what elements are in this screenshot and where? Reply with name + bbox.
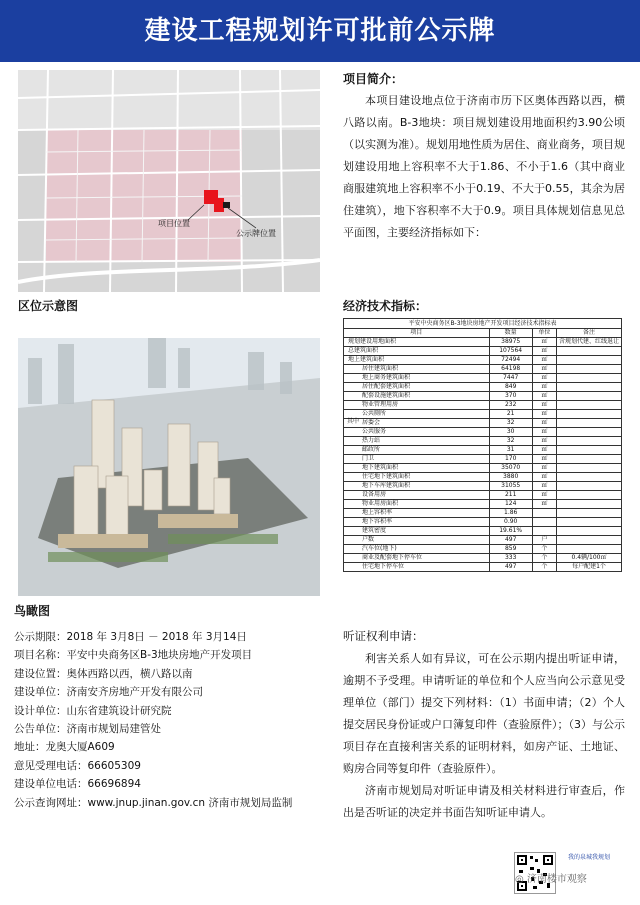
econ-cell-unit bbox=[532, 509, 556, 518]
econ-cell-note bbox=[556, 482, 621, 491]
econ-table-row bbox=[344, 401, 622, 410]
notice-board-location-label: 公示牌位置 bbox=[236, 229, 276, 238]
econ-table bbox=[343, 328, 622, 572]
econ-cell-note bbox=[556, 365, 621, 374]
wechat-icon: ◎ bbox=[515, 874, 527, 885]
econ-cell-note bbox=[556, 500, 621, 509]
econ-table-row bbox=[344, 464, 622, 473]
econ-cell-unit: ㎡ bbox=[532, 383, 556, 392]
econ-cell-value: 107564 bbox=[489, 347, 532, 356]
location-map-caption: 区位示意图 bbox=[18, 299, 79, 313]
econ-col-unit: 单位 bbox=[532, 329, 556, 338]
econ-cell-item: 地下容积率 bbox=[344, 518, 490, 527]
project-name-value: 平安中央商务区B-3地块房地产开发项目 bbox=[66, 649, 253, 662]
econ-cell-unit: 个 bbox=[532, 554, 556, 563]
econ-table-row bbox=[344, 374, 622, 383]
econ-cell-note bbox=[556, 518, 621, 527]
econ-cell-note bbox=[556, 437, 621, 446]
feedback-phone-value[interactable]: 66605309 bbox=[87, 759, 141, 772]
econ-table-row bbox=[344, 500, 622, 509]
hearing-paragraph-2: 济南市规划局对听证申请及相关材料进行审查后，作出是否听证的决定并书面告知听证申请人。 bbox=[343, 784, 625, 819]
project-name-label: 项目名称： bbox=[14, 649, 67, 662]
builder-phone-label: 建设单位电话： bbox=[14, 778, 88, 791]
econ-col-item: 项目 bbox=[344, 329, 490, 338]
econ-cell-item: 邮政所 bbox=[344, 446, 490, 455]
econ-cell-note bbox=[556, 473, 621, 482]
econ-cell-item: 居住建筑面积 bbox=[344, 365, 490, 374]
builder-label: 建设单位： bbox=[14, 686, 67, 699]
econ-table-row bbox=[344, 410, 622, 419]
econ-table-row bbox=[344, 365, 622, 374]
address-value: 龙奥大厦A609 bbox=[45, 741, 115, 754]
econ-table-row bbox=[344, 536, 622, 545]
econ-cell-unit: 个 bbox=[532, 563, 556, 572]
econ-cell-value: 64198 bbox=[489, 365, 532, 374]
econ-table-header bbox=[344, 329, 622, 338]
econ-cell-unit: ㎡ bbox=[532, 401, 556, 410]
econ-table-row bbox=[344, 473, 622, 482]
econ-cell-item: 设备用房 bbox=[344, 491, 490, 500]
econ-cell-item: 户数 bbox=[344, 536, 490, 545]
econ-cell-item: 物业管理用房 bbox=[344, 401, 490, 410]
econ-cell-value: 232 bbox=[489, 401, 532, 410]
econ-cell-note bbox=[556, 428, 621, 437]
econ-cell-note bbox=[556, 509, 621, 518]
econ-cell-value: 370 bbox=[489, 392, 532, 401]
intro-heading: 项目简介： bbox=[343, 72, 404, 86]
econ-cell-unit: ㎡ bbox=[532, 347, 556, 356]
econ-col-value: 数量 bbox=[489, 329, 532, 338]
econ-cell-unit: ㎡ bbox=[532, 419, 556, 428]
econ-cell-note bbox=[556, 356, 621, 365]
econ-cell-unit: ㎡ bbox=[532, 428, 556, 437]
location-map bbox=[18, 70, 320, 292]
econ-cell-unit: ㎡ bbox=[532, 365, 556, 374]
page-title: 建设工程规划许可批前公示牌 bbox=[0, 0, 640, 62]
wechat-account-name: 济南楼市观察 bbox=[526, 874, 587, 885]
econ-table-row bbox=[344, 437, 622, 446]
econ-table-row bbox=[344, 527, 622, 536]
econ-cell-note bbox=[556, 383, 621, 392]
econ-cell-note: 每户配建1个 bbox=[556, 563, 621, 572]
econ-cell-unit bbox=[532, 518, 556, 527]
econ-cell-value: 3880 bbox=[489, 473, 532, 482]
econ-cell-note bbox=[556, 455, 621, 464]
builder-value: 济南安齐房地产开发有限公司 bbox=[66, 686, 203, 699]
econ-cell-item: 门卫 bbox=[344, 455, 490, 464]
designer-value: 山东省建筑设计研究院 bbox=[66, 704, 172, 717]
econ-cell-note bbox=[556, 527, 621, 536]
econ-cell-item: 住宅地下停车位 bbox=[344, 563, 490, 572]
econ-cell-value: 497 bbox=[489, 536, 532, 545]
location-map-drawing bbox=[18, 70, 320, 292]
econ-cell-value: 30 bbox=[489, 428, 532, 437]
econ-cell-unit: 个 bbox=[532, 545, 556, 554]
econ-cell-note bbox=[556, 347, 621, 356]
econ-cell-unit: ㎡ bbox=[532, 473, 556, 482]
econ-cell-unit: ㎡ bbox=[532, 356, 556, 365]
econ-cell-item: 公共厕所 bbox=[344, 410, 490, 419]
econ-cell-note bbox=[556, 410, 621, 419]
econ-cell-item: 规划建设用地面积 bbox=[344, 338, 490, 347]
econ-cell-unit: ㎡ bbox=[532, 455, 556, 464]
econ-cell-note bbox=[556, 464, 621, 473]
econ-table-row bbox=[344, 446, 622, 455]
period-label: 公示期限： bbox=[14, 631, 67, 643]
address-label: 地址： bbox=[14, 741, 46, 754]
econ-table-row bbox=[344, 419, 622, 428]
econ-table-row bbox=[344, 356, 622, 365]
qr-caption: 我的泉城我规划 bbox=[568, 854, 611, 861]
econ-cell-unit: ㎡ bbox=[532, 410, 556, 419]
econ-cell-unit: ㎡ bbox=[532, 464, 556, 473]
econ-cell-value: 32 bbox=[489, 437, 532, 446]
econ-cell-value: 859 bbox=[489, 545, 532, 554]
econ-cell-value: 31055 bbox=[489, 482, 532, 491]
econ-cell-note bbox=[556, 401, 621, 410]
econ-cell-value: 7447 bbox=[489, 374, 532, 383]
econ-cell-value: 497 bbox=[489, 563, 532, 572]
econ-cell-value: 35070 bbox=[489, 464, 532, 473]
website-label: 公示查询网址： bbox=[14, 796, 88, 809]
econ-cell-item: 地上商务建筑面积 bbox=[344, 374, 490, 383]
econ-cell-item: 居住配套建筑面积 bbox=[344, 383, 490, 392]
econ-cell-note: 含规划代建、红线退让 bbox=[556, 338, 621, 347]
econ-cell-value: 38975 bbox=[489, 338, 532, 347]
econ-cell-item: 建筑密度 bbox=[344, 527, 490, 536]
builder-phone-value[interactable]: 66696894 bbox=[87, 778, 141, 791]
econ-table-row bbox=[344, 392, 622, 401]
econ-cell-item: 总建筑面积 bbox=[344, 347, 490, 356]
econ-cell-value: 170 bbox=[489, 455, 532, 464]
econ-table-row bbox=[344, 491, 622, 500]
project-info bbox=[14, 628, 344, 812]
econ-cell-value: 124 bbox=[489, 500, 532, 509]
econ-cell-value: 72494 bbox=[489, 356, 532, 365]
econ-cell-note bbox=[556, 536, 621, 545]
econ-cell-note bbox=[556, 446, 621, 455]
econ-cell-value: 19.61% bbox=[489, 527, 532, 536]
econ-cell-item: 地下建筑面积 bbox=[344, 464, 490, 473]
econ-table-row bbox=[344, 554, 622, 563]
econ-cell-item: 居委会 bbox=[344, 419, 490, 428]
econ-cell-unit: ㎡ bbox=[532, 437, 556, 446]
project-location-label: 项目位置 bbox=[158, 219, 190, 228]
econ-table-row bbox=[344, 338, 622, 347]
econ-cell-item: 商业及配套地下停车位 bbox=[344, 554, 490, 563]
econ-table-row bbox=[344, 428, 622, 437]
econ-table-row bbox=[344, 545, 622, 554]
announcer-value: 济南市规划局建管处 bbox=[66, 723, 161, 736]
econ-cell-value: 211 bbox=[489, 491, 532, 500]
econ-cell-note bbox=[556, 545, 621, 554]
econ-cell-value: 31 bbox=[489, 446, 532, 455]
econ-cell-note bbox=[556, 374, 621, 383]
econ-cell-unit: ㎡ bbox=[532, 338, 556, 347]
econ-cell-value: 333 bbox=[489, 554, 532, 563]
location-value: 奥体西路以西，横八路以南 bbox=[66, 667, 193, 680]
aerial-view-caption: 鸟瞰图 bbox=[14, 604, 51, 618]
econ-cell-unit: ㎡ bbox=[532, 491, 556, 500]
econ-cell-value: 21 bbox=[489, 410, 532, 419]
econ-cell-item: 汽车位(地下) bbox=[344, 545, 490, 554]
econ-table-row bbox=[344, 455, 622, 464]
econ-cell-unit: ㎡ bbox=[532, 446, 556, 455]
econ-cell-value: 1.86 bbox=[489, 509, 532, 518]
aerial-view bbox=[18, 338, 320, 596]
econ-cell-value: 32 bbox=[489, 419, 532, 428]
econ-cell-unit: 户 bbox=[532, 536, 556, 545]
econ-group-label-above: 其中 bbox=[347, 418, 360, 425]
website-value[interactable]: www.jnup.jinan.gov.cn 济南市规划局监制 bbox=[87, 796, 293, 809]
aerial-view-drawing bbox=[18, 338, 320, 596]
econ-heading: 经济技术指标： bbox=[343, 299, 428, 313]
econ-cell-note: 0.4辆/100㎡ bbox=[556, 554, 621, 563]
location-label: 建设位置： bbox=[14, 667, 67, 680]
econ-cell-unit bbox=[532, 527, 556, 536]
econ-cell-value: 849 bbox=[489, 383, 532, 392]
econ-table-row bbox=[344, 383, 622, 392]
notice-board-marker bbox=[223, 202, 230, 208]
econ-cell-unit: ㎡ bbox=[532, 482, 556, 491]
econ-cell-item: 地上容积率 bbox=[344, 509, 490, 518]
econ-cell-item: 物业用房面积 bbox=[344, 500, 490, 509]
econ-cell-value: 0.90 bbox=[489, 518, 532, 527]
hearing-paragraph-1: 利害关系人如有异议，可在公示期内提出听证申请，逾期不予受理。申请听证的单位和个人应当向公示意见受理单位（部门）提交下列材料：（1）书面申请；（2）个人提交居民身份证或户口簿复印件（查验原件）；（3）与公示项目存在直接利害关系的证明材料，如房产证、土地证、购房合同等复印件（查验原件）。 bbox=[343, 652, 625, 775]
feedback-phone-label: 意见受理电话： bbox=[14, 759, 88, 772]
intro-text: 本项目建设地点位于济南市历下区奥体西路以西，横八路以南。B-3地块：项目规划建设用地面积约3.90公顷（以实测为准）。规划用地性质为居住、商业商务，项目规划建设用地上容积率不大于1.86、不小于1.6（其中商业商服建筑地上容积率不小于0.19、不大于0.55，其余为居住建筑），地下容积率不大于0.9。项目具体规划信息见总平面图，主要经济指标如下： bbox=[343, 94, 625, 239]
econ-cell-item: 公共服务 bbox=[344, 428, 490, 437]
econ-table-row bbox=[344, 347, 622, 356]
econ-cell-note bbox=[556, 419, 621, 428]
econ-cell-item: 地上建筑面积 bbox=[344, 356, 490, 365]
econ-cell-item: 住宅地下建筑面积 bbox=[344, 473, 490, 482]
designer-label: 设计单位： bbox=[14, 704, 67, 717]
econ-cell-unit: ㎡ bbox=[532, 392, 556, 401]
period-value: 2018 年 3月8日 － 2018 年 3月14日 bbox=[66, 631, 247, 643]
econ-cell-item: 配套设施建筑面积 bbox=[344, 392, 490, 401]
econ-cell-unit: ㎡ bbox=[532, 500, 556, 509]
econ-table-row bbox=[344, 563, 622, 572]
econ-table-block bbox=[343, 318, 622, 572]
econ-cell-note bbox=[556, 392, 621, 401]
econ-cell-unit: ㎡ bbox=[532, 374, 556, 383]
hearing-heading: 听证权利申请： bbox=[343, 629, 424, 643]
econ-col-note: 备注 bbox=[556, 329, 621, 338]
econ-cell-note bbox=[556, 491, 621, 500]
econ-cell-item: 热力站 bbox=[344, 437, 490, 446]
econ-table-row bbox=[344, 509, 622, 518]
econ-table-row bbox=[344, 482, 622, 491]
announcer-label: 公告单位： bbox=[14, 723, 67, 736]
econ-cell-item: 地下车库建筑面积 bbox=[344, 482, 490, 491]
econ-table-title: 平安中央商务区B-3地块房地产开发项目经济技术指标表 bbox=[343, 318, 622, 328]
wechat-watermark bbox=[515, 870, 587, 885]
econ-table-row bbox=[344, 518, 622, 527]
